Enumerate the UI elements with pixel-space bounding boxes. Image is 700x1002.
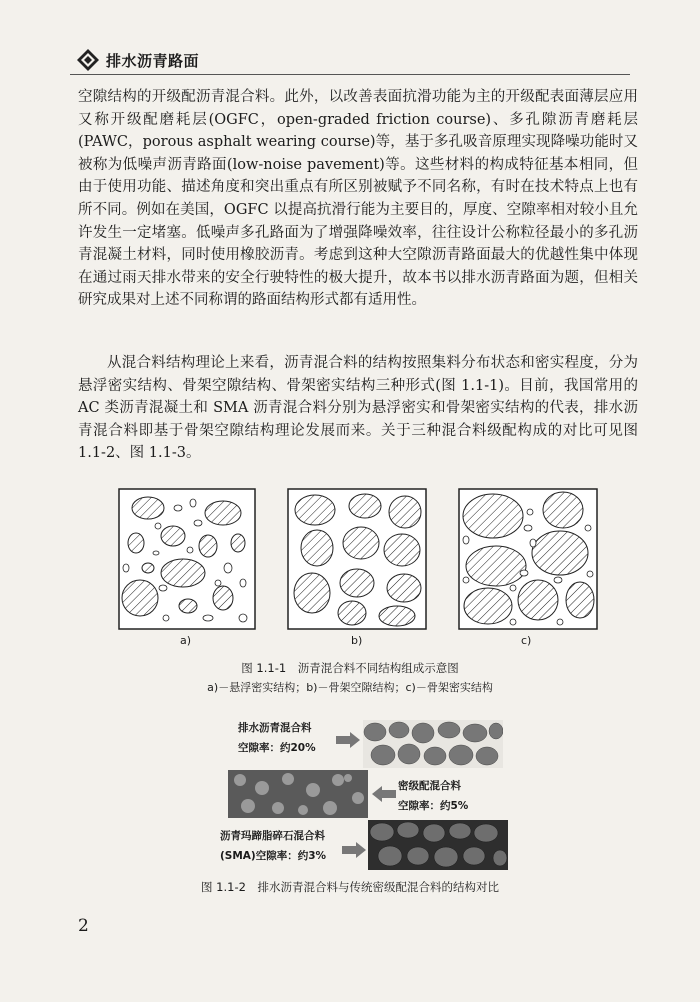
label-b: b) [351, 634, 363, 647]
figure-1-1-caption: 图 1.1-1 沥青混合料不同结构组成示意图 [241, 661, 459, 675]
label-a: a) [180, 634, 192, 647]
figure-1-1 [118, 488, 598, 648]
sma-mix-sample [368, 820, 508, 870]
body-paragraph-2: 从混合料结构理论上来看，沥青混合料的结构按照集料分布状态和密实程度，分为悬浮密实结构、骨架空隙结构、骨架密实结构三种形式(图 1.1-1)。目前，我国常用的 AC 类沥青混凝土和 SMA 沥青混合料分别为悬浮密实和骨架密实结构的代表，排水沥青混合料即基于骨架空隙结构理论发展而来。关于三种混合料级配构成的对比可见图 1.1-2、图 1.1-3。 [78, 355, 638, 462]
dense-mix-void: 空隙率：约5% [398, 800, 469, 812]
dense-mix-name: 密级配混合料 [398, 780, 461, 792]
header-title: 排水沥青路面 [106, 51, 200, 70]
figure-1-1-subcaption: a)－悬浮密实结构；b)－骨架空隙结构；c)－骨架密实结构 [207, 681, 493, 694]
page-number: 2 [78, 916, 89, 936]
arrow-left-icon [372, 786, 396, 802]
figure-1-2 [218, 720, 518, 870]
figure-1-2-caption: 图 1.1-2 排水沥青混合料与传统密级配混合料的结构对比 [201, 880, 499, 894]
diagram-c-skeleton-dense [458, 488, 598, 630]
body-paragraph-1: 空隙结构的开级配沥青混合料。此外，以改善表面抗滑功能为主的开级配表面薄层应用又称开级配磨耗层(OGFC，open-graded friction course)、多孔隙沥青磨耗层(PAWC，porous asphalt wearing course)等，基于多孔吸音原理实现降噪功能时又被称为低噪声沥青路面(low-noise pavement)等。这些材料的构成特征基本相同，但由于使用功能、描述角度和突出重点有所区别被赋予不同名称，有时在技术特点上也有所不同。例如在美国，OGFC 以提高抗滑行能为主要目的，厚度、空隙率相对较小且允许发生一定堵塞。低噪声多孔路面为了增强降噪效率，往往设计公称粒径最小的多孔沥青混凝土材料，同时使用橡胶沥青。考虑到这种大空隙沥青路面最大的优越性集中体现在通过雨天排水带来的安全行驶特性的极大提升，故本书以排水沥青路面为题，但相关研究成果对上述不同称谓的路面结构形式都有适用性。 [78, 89, 638, 309]
diamond-logo-icon [76, 48, 100, 72]
arrow-right-icon [336, 732, 360, 748]
drain-mix-name: 排水沥青混合料 [238, 722, 312, 734]
sma-mix-name: 沥青玛蹄脂碎石混合料 [220, 830, 325, 842]
sma-mix-void: (SMA)空隙率：约3% [220, 850, 327, 862]
diagram-b-skeleton-void [287, 488, 427, 630]
label-c: c) [521, 634, 532, 647]
dense-mix-sample [228, 770, 368, 818]
running-header [76, 46, 199, 74]
arrow-right-icon [342, 842, 366, 858]
header-rule [70, 74, 630, 75]
diagram-a-suspended-dense [118, 488, 256, 630]
drain-mix-sample [363, 720, 503, 768]
drain-mix-void: 空隙率：约20% [238, 742, 316, 754]
